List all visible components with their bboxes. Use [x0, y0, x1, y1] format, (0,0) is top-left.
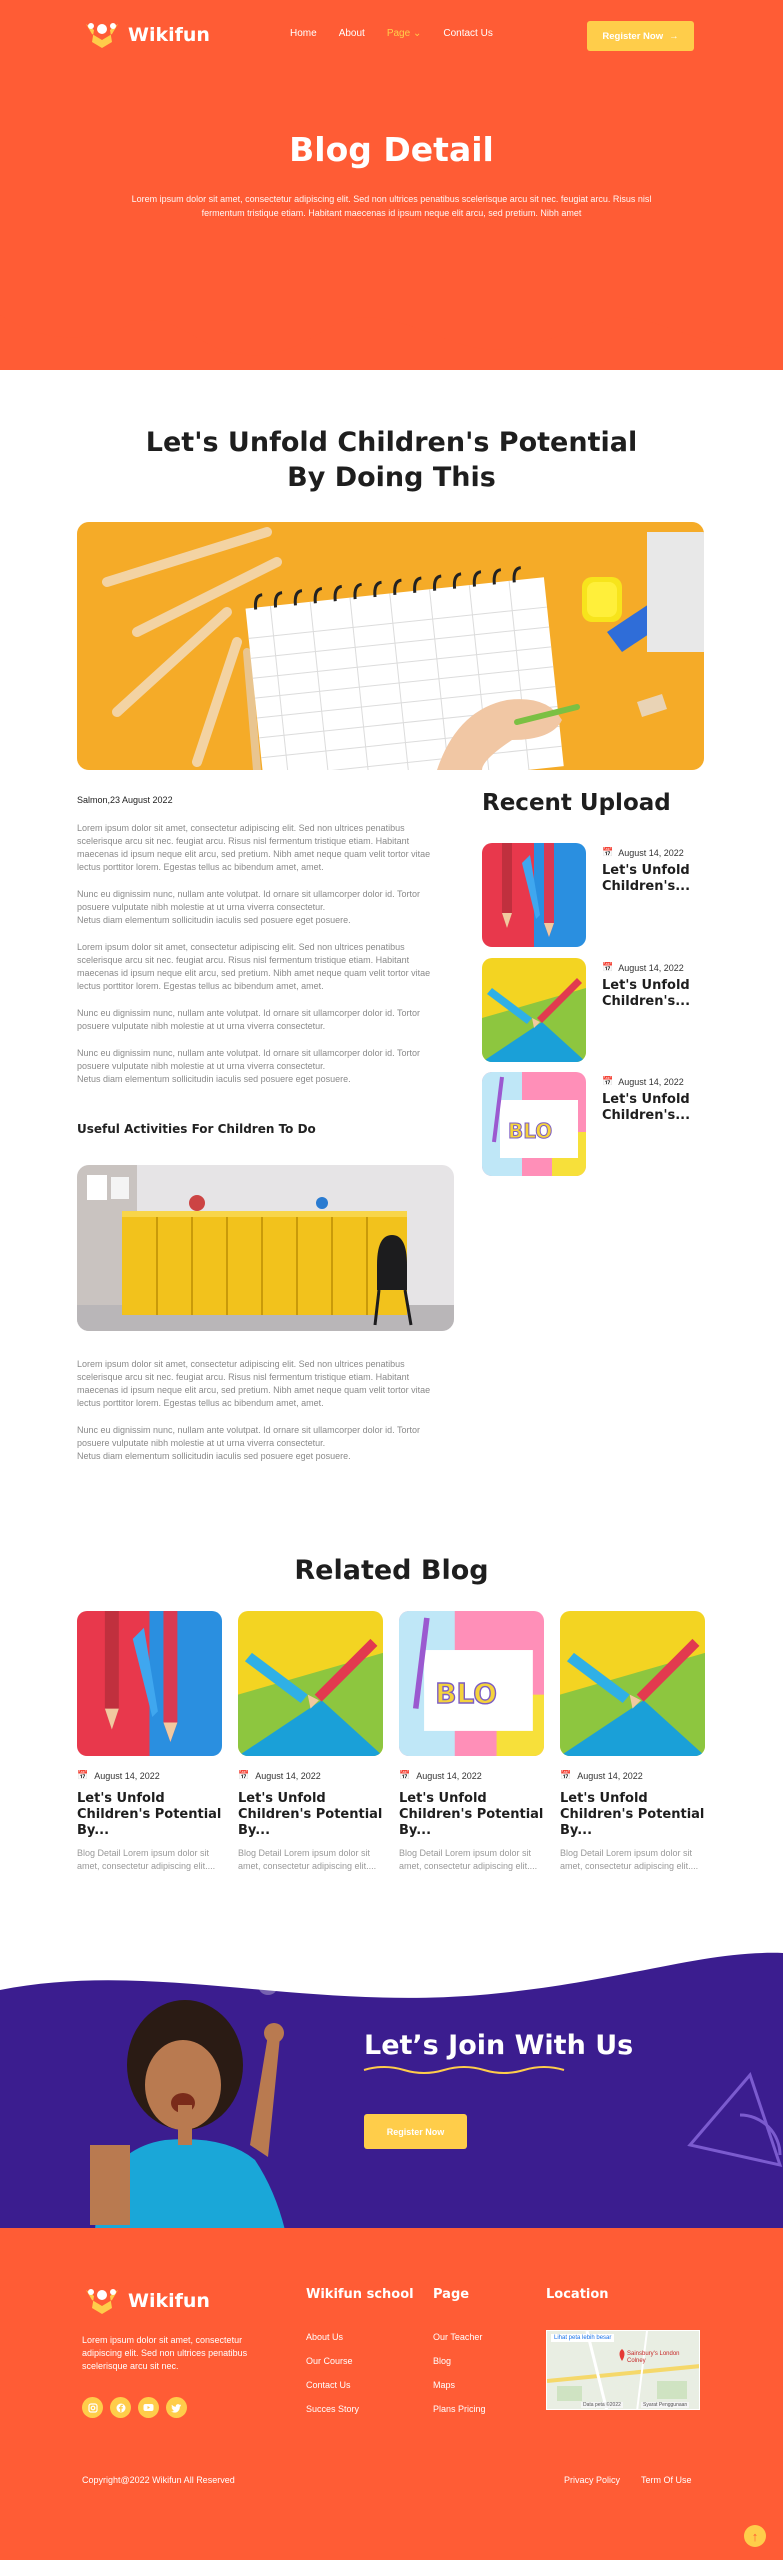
- footer-col-page-title: Page: [433, 2287, 470, 2302]
- calendar-icon: 📅: [238, 1770, 250, 1780]
- related-blog-title: Related Blog: [294, 1555, 489, 1586]
- calendar-icon: 📅: [602, 847, 614, 857]
- related-card-date: [238, 1770, 383, 1781]
- page-title: Blog Detail: [289, 130, 494, 169]
- related-card-desc: Blog Detail Lorem ipsum dolor sit amet, consectetur adipiscing elit....: [238, 1848, 377, 1871]
- chevron-down-icon: ⌄: [412, 28, 422, 39]
- related-card[interactable]: [77, 1611, 222, 1873]
- calendar-icon: 📅: [602, 1076, 614, 1086]
- footer-link[interactable]: Contact Us: [306, 2380, 351, 2390]
- related-card-desc: Blog Detail Lorem ipsum dolor sit amet, consectetur adipiscing elit....: [399, 1848, 538, 1871]
- related-card[interactable]: [560, 1611, 705, 1873]
- map-larger-link[interactable]: Lihat peta lebih besar: [551, 2334, 614, 2342]
- article-title: [0, 425, 783, 495]
- related-card-date: [399, 1770, 544, 1781]
- recent-item[interactable]: [482, 1072, 704, 1176]
- related-card-date-text: August 14, 2022: [416, 1770, 482, 1781]
- article-hero-image: [77, 522, 704, 770]
- related-card[interactable]: [238, 1611, 383, 1873]
- facebook-icon[interactable]: [110, 2397, 131, 2418]
- recent-title[interactable]: Let's Unfold Children's...: [602, 978, 691, 1009]
- recent-item[interactable]: [482, 843, 704, 947]
- nav-page-label: Page: [386, 28, 411, 39]
- calendar-icon: 📅: [560, 1770, 572, 1780]
- pencils-red-blue-image: [482, 843, 586, 947]
- svg-text:BLO: BLO: [508, 1119, 553, 1143]
- hero-subtitle: Lorem ipsum dolor sit amet, consectetur adipiscing elit. Sed non ultrices penatibus scelerisque arcu sit nec. feugiat arcu. Risus nisl fermentum tristique etiam. Habitant maecenas id ipsum neque elit arcu, sed pretium. Nibh amet: [131, 194, 652, 218]
- location-map[interactable]: [546, 2330, 700, 2410]
- recent-title[interactable]: Let's Unfold Children's...: [602, 863, 691, 894]
- brand-name: Wikifun: [128, 24, 210, 46]
- article-title-line2: By Doing This: [287, 462, 496, 493]
- article-paragraph: Nunc eu dignissim nunc, nullam ante volutpat. Id ornare sit ullamcorper dolor id. Tortor posuere vulputate nibh molestie at ut urna viverra consectetur. Netus diam elementum sollicitudin iaculis sed posuere eget posuere.: [77, 1048, 421, 1084]
- recent-title[interactable]: Let's Unfold Children's...: [602, 1092, 691, 1123]
- article-title-line1: Let's Unfold Children's Potential: [145, 427, 638, 458]
- pencils-red-blue-image: [77, 1611, 222, 1756]
- article-paragraph: Lorem ipsum dolor sit amet, consectetur adipiscing elit. Sed non ultrices penatibus scelerisque arcu sit nec. feugiat arcu. Risus nisl fermentum tristique etiam. Habitant maecenas id ipsum neque elit arcu, sed pretium. Nibh amet neque quam velit tortor vitae lectus porttitor lorem. Egestas tellus ac bibendum amet, amet.: [77, 823, 431, 872]
- article-paragraph: Nunc eu dignissim nunc, nullam ante volutpat. Id ornare sit ullamcorper dolor id. Tortor posuere vulputate nibh molestie at ut urna viverra consectetur. Netus diam elementum sollicitudin iaculis sed posuere eget posuere.: [77, 1425, 421, 1461]
- related-card-title[interactable]: Let's Unfold Children's Potential By...: [238, 1791, 383, 1838]
- twitter-icon[interactable]: [166, 2397, 187, 2418]
- related-card-image: [77, 1611, 222, 1756]
- footer-link[interactable]: Plans Pricing: [433, 2404, 486, 2414]
- article-paragraph: Lorem ipsum dolor sit amet, consectetur adipiscing elit. Sed non ultrices penatibus scelerisque arcu sit nec. feugiat arcu. Risus nisl fermentum tristique etiam. Habitant maecenas id ipsum neque elit arcu, sed pretium. Nibh amet neque quam velit tortor vitae lectus porttitor lorem. Egestas tellus ac bibendum amet, amet.: [77, 1359, 431, 1408]
- related-card-desc: Blog Detail Lorem ipsum dolor sit amet, consectetur adipiscing elit....: [77, 1848, 216, 1871]
- calendar-icon: 📅: [602, 962, 614, 972]
- top-nav: [0, 18, 783, 54]
- footer-link[interactable]: About Us: [306, 2332, 344, 2342]
- scroll-to-top-button[interactable]: [744, 2525, 766, 2547]
- copyright: Copyright@2022 Wikifun All Reserved: [82, 2475, 235, 2485]
- footer-description: Lorem ipsum dolor sit amet, consectetur adipiscing elit. Sed non ultrices penatibus scelerisque arcu sit nec.: [82, 2335, 248, 2371]
- svg-text:BLO: BLO: [435, 1677, 497, 1711]
- youtube-icon[interactable]: [138, 2397, 159, 2418]
- recent-thumb: [482, 1072, 586, 1176]
- recent-date: [602, 1076, 684, 1087]
- map-terms-link[interactable]: Syarat Penggunaan: [643, 2402, 688, 2408]
- hashtag-badge: [258, 1975, 278, 1995]
- related-card[interactable]: [399, 1611, 544, 1873]
- recent-upload-title: Recent Upload: [482, 790, 671, 816]
- article-paragraph: Lorem ipsum dolor sit amet, consectetur adipiscing elit. Sed non ultrices penatibus scelerisque arcu sit nec. feugiat arcu. Risus nisl fermentum tristique etiam. Habitant maecenas id ipsum neque elit arcu, sed pretium. Nibh amet neque quam velit tortor vitae lectus porttitor lorem. Egestas tellus ac bibendum amet, amet.: [77, 942, 431, 991]
- nav-links: [290, 28, 493, 39]
- calendar-icon: 📅: [77, 1770, 89, 1780]
- brand-logo[interactable]: [82, 20, 210, 50]
- nav-page[interactable]: [387, 28, 422, 39]
- related-card-date-text: August 14, 2022: [255, 1770, 321, 1781]
- recent-date: [602, 847, 684, 858]
- footer-link[interactable]: Succes Story: [306, 2404, 360, 2414]
- arrow-right-icon: →: [669, 30, 679, 42]
- article-paragraph: Nunc eu dignissim nunc, nullam ante volutpat. Id ornare sit ullamcorper dolor id. Tortor posuere vulputate nibh molestie at ut urna viverra consectetur.: [77, 1008, 421, 1031]
- logo-icon: [82, 2286, 122, 2316]
- recent-date: [602, 962, 684, 973]
- article-paragraph: Nunc eu dignissim nunc, nullam ante volutpat. Id ornare sit ullamcorper dolor id. Tortor posuere vulputate nibh molestie at ut urna viverra consectetur. Netus diam elementum sollicitudin iaculis sed posuere eget posuere.: [77, 889, 421, 925]
- nav-home[interactable]: Home: [290, 28, 317, 39]
- classroom-image: [77, 1165, 454, 1331]
- notebook-blog-image: [399, 1611, 544, 1756]
- cta-title: Let’s Join With Us: [364, 2030, 634, 2061]
- recent-item[interactable]: [482, 958, 704, 1062]
- related-card-date: [560, 1770, 705, 1781]
- recent-date-text: August 14, 2022: [618, 847, 684, 858]
- instagram-icon[interactable]: [82, 2397, 103, 2418]
- map-illustration: [547, 2331, 700, 2410]
- footer-link[interactable]: Blog: [433, 2356, 452, 2366]
- related-card-title[interactable]: Let's Unfold Children's Potential By...: [399, 1791, 544, 1838]
- arrow-up-icon: ↑: [751, 2528, 759, 2544]
- calendar-icon: 📅: [399, 1770, 411, 1780]
- nav-about[interactable]: About: [338, 28, 365, 39]
- related-card-date-text: August 14, 2022: [94, 1770, 160, 1781]
- cta-register-button[interactable]: Register Now: [364, 2114, 467, 2149]
- recent-date-text: August 14, 2022: [618, 962, 684, 973]
- term-of-use-link[interactable]: Term Of Use: [641, 2475, 692, 2485]
- pencils-notebook-illustration: [77, 522, 704, 770]
- pencils-yellow-green-image: [482, 958, 586, 1062]
- article-meta: Salmon,23 August 2022: [77, 795, 173, 805]
- privacy-policy-link[interactable]: Privacy Policy: [564, 2475, 621, 2485]
- related-card-image: [399, 1611, 544, 1756]
- related-card-image: [560, 1611, 705, 1756]
- footer-logo[interactable]: [82, 2286, 210, 2316]
- cta-section: [0, 1945, 783, 2230]
- footer-link[interactable]: Our Teacher: [433, 2332, 483, 2342]
- map-credit: Data peta ©2022: [583, 2402, 621, 2408]
- pencils-yellow-green-image: [238, 1611, 383, 1756]
- register-button[interactable]: [587, 21, 694, 51]
- related-card-date: [77, 1770, 222, 1781]
- related-card-image: [238, 1611, 383, 1756]
- hero-wave-divider: [0, 300, 783, 380]
- related-card-date-text: August 14, 2022: [577, 1770, 643, 1781]
- map-place-label: Sainsbury's London Colney: [627, 2351, 680, 2364]
- footer-link[interactable]: Our Course: [306, 2356, 353, 2366]
- recent-date-text: August 14, 2022: [618, 1076, 684, 1087]
- footer-col-school-title: Wikifun school: [306, 2287, 414, 2302]
- footer-brand-name: Wikifun: [128, 2290, 210, 2312]
- nav-contact[interactable]: Contact Us: [443, 28, 493, 39]
- social-links: [82, 2397, 187, 2418]
- logo-icon: [82, 20, 122, 50]
- register-button-label: Register Now: [602, 30, 664, 42]
- notebook-blog-image: [482, 1072, 586, 1176]
- recent-thumb: [482, 843, 586, 947]
- footer-link[interactable]: Maps: [433, 2380, 456, 2390]
- related-card-title[interactable]: Let's Unfold Children's Potential By...: [77, 1791, 222, 1838]
- pencils-yellow-green-image: [560, 1611, 705, 1756]
- related-card-title[interactable]: Let's Unfold Children's Potential By...: [560, 1791, 705, 1838]
- article-subheading: Useful Activities For Children To Do: [77, 1122, 316, 1136]
- related-card-desc: Blog Detail Lorem ipsum dolor sit amet, consectetur adipiscing elit....: [560, 1848, 699, 1871]
- classroom-illustration: [77, 1165, 454, 1331]
- recent-thumb: [482, 958, 586, 1062]
- footer-col-location-title: Location: [546, 2287, 609, 2302]
